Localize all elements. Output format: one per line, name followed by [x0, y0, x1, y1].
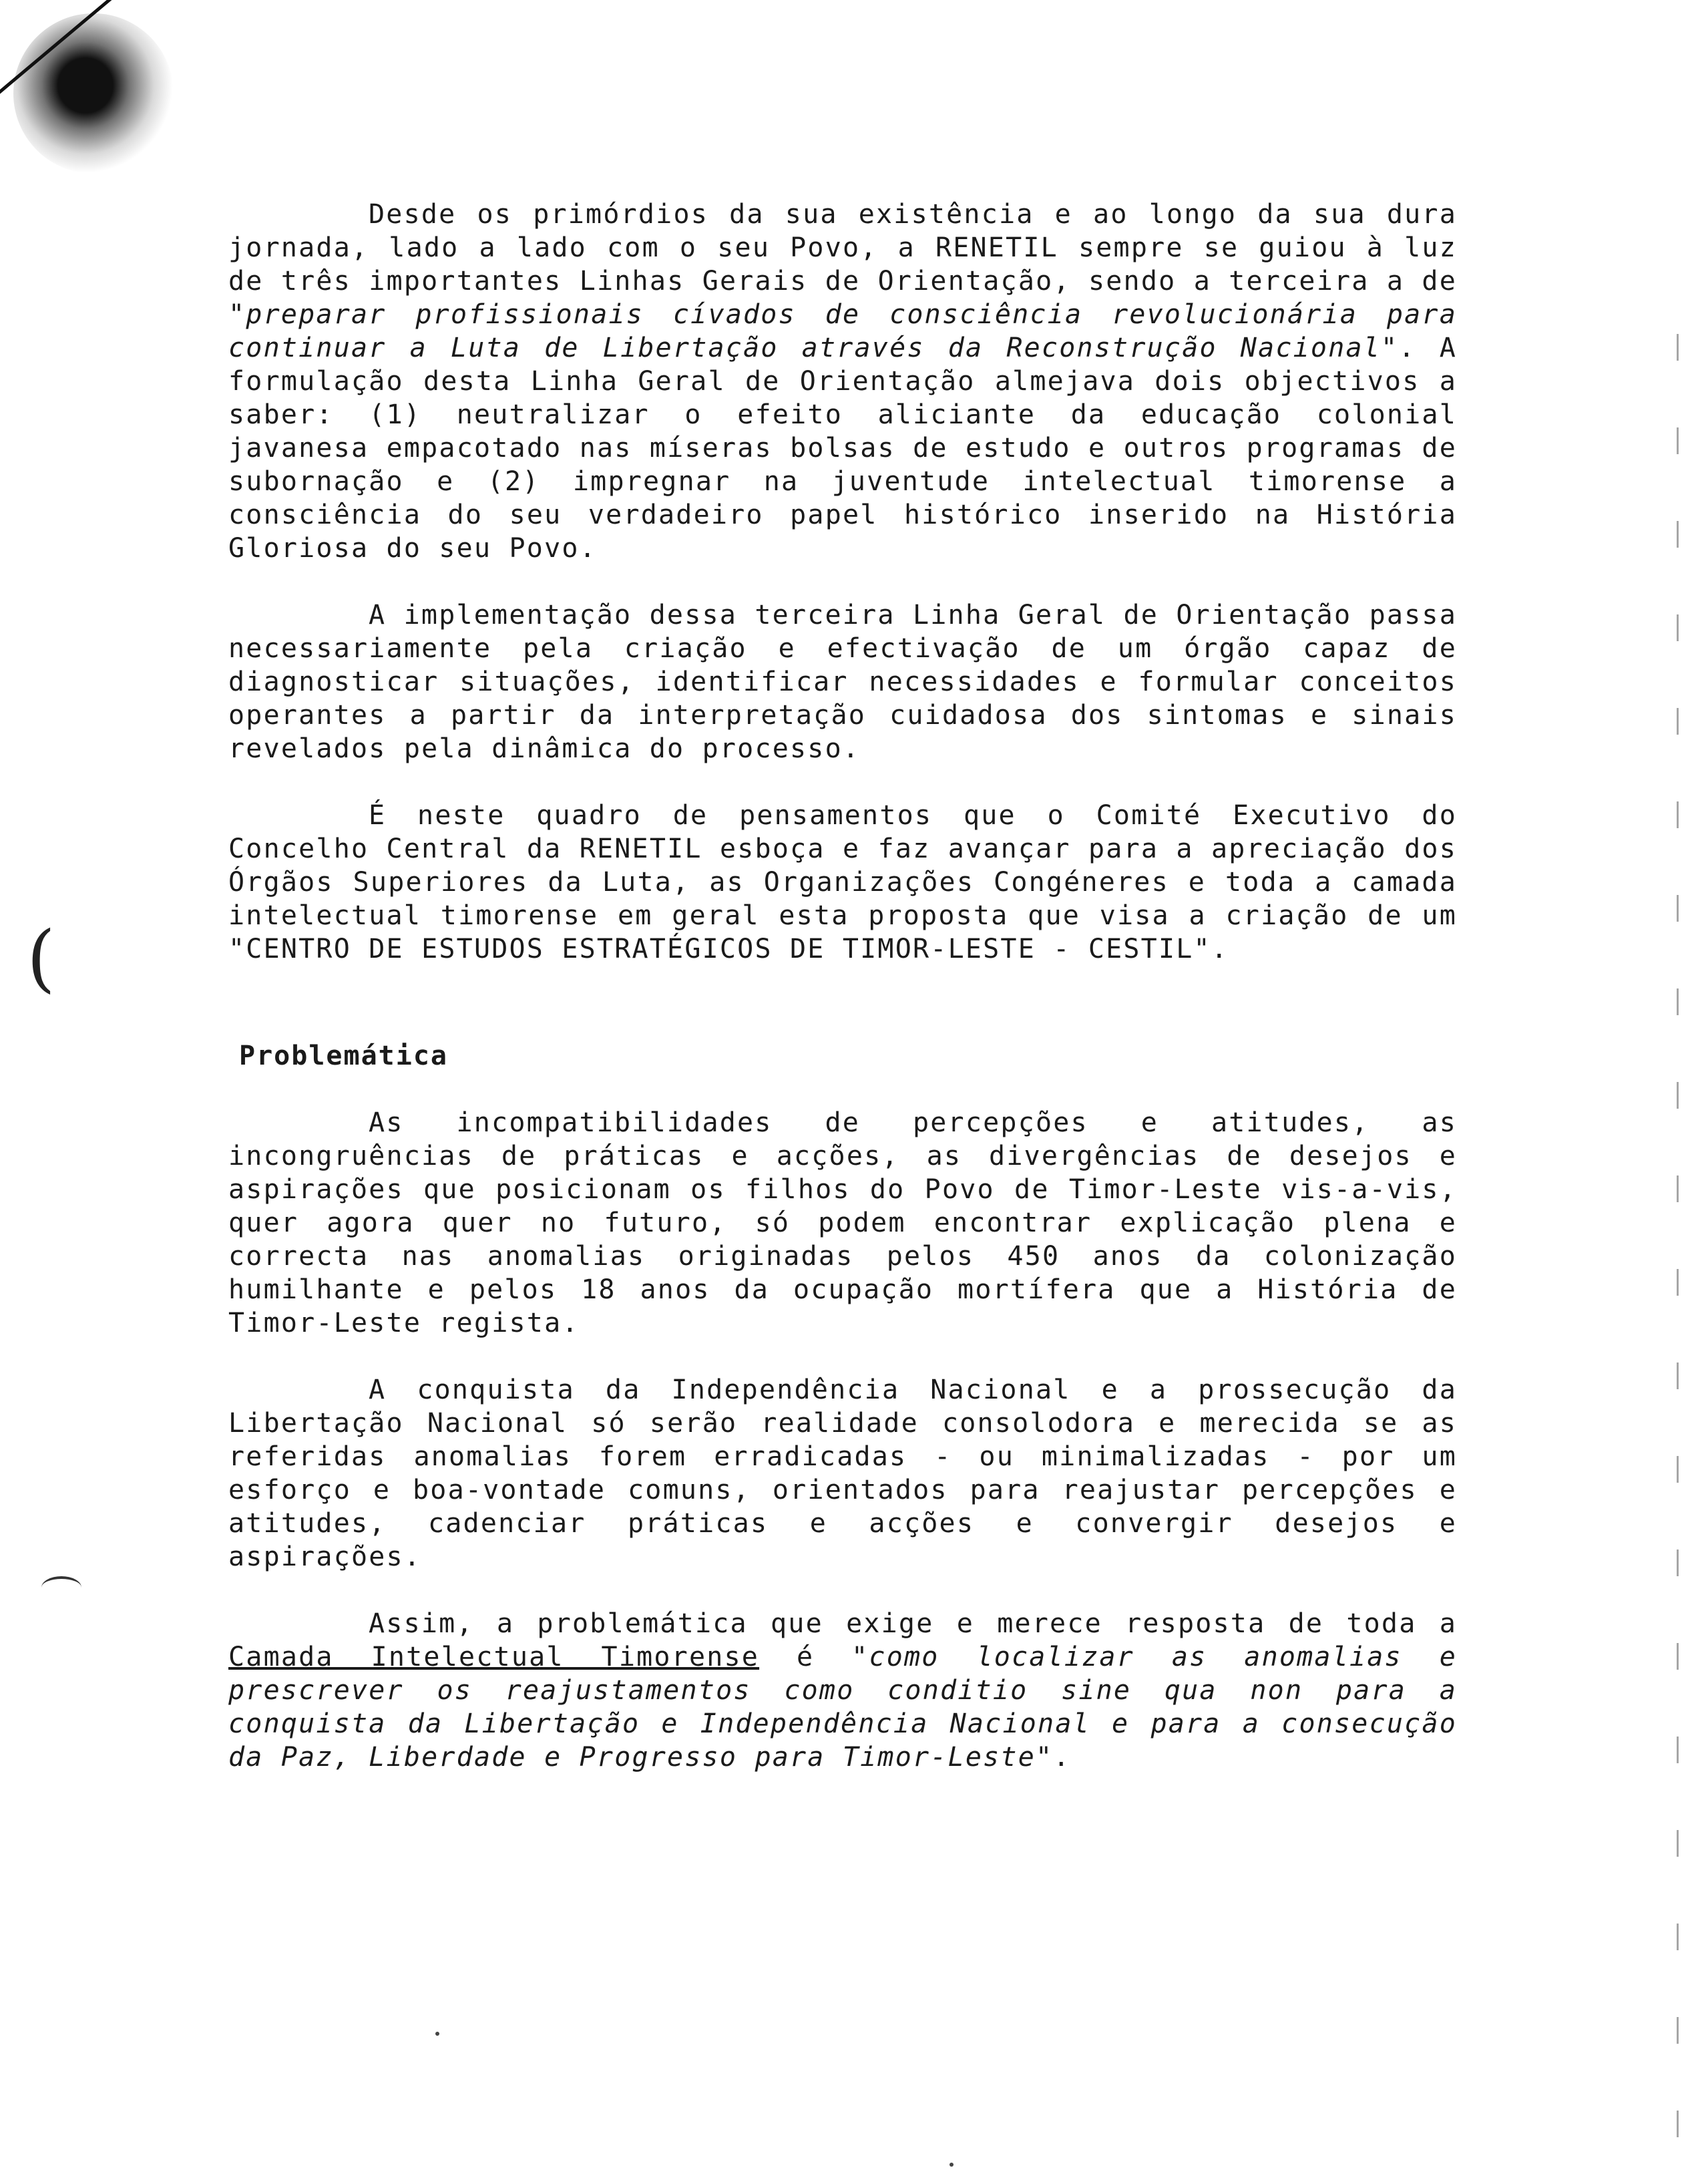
paragraph-text: A implementação dessa terceira Linha Geral de Orientação passa necessariamente pela criação e efectivação de um órgão capaz de diagnosticar situações, identificar necessidades e formular conceitos operantes a partir da interpretação cuidadosa dos sintomas e sinais revelados pela dinâmica do processo. — [228, 600, 1457, 764]
paragraph-implementation — [228, 598, 1457, 765]
quoted-question: "como localizar as anomalias e prescrever os reajustamentos como conditio sine qua non para a conquista da Libertação e Independência Nacional e para a consecução da Paz, Liberdade e Progresso para Timor-Leste" — [228, 1642, 1457, 1773]
paragraph-text: . A formulação desta Linha Geral de Orientação almejava dois objectivos a saber: (1) neutralizar o efeito aliciante da educação colonial javanesa empacotado nas míseras bolsas de estudo e outros programas de subornação e (2) impregnar na juventude intelectual timorense a consciência do seu verdadeiro papel histórico inserido na História Gloriosa do seu Povo. — [228, 333, 1457, 564]
paragraph-text: É neste quadro de pensamentos que o Comité Executivo do Concelho Central da RENETIL esboça e faz avançar para a apreciação dos Órgãos Superiores da Luta, as Organizações Congéneres e toda a camada intelectual timorense em geral esta proposta que visa a criação de um "CENTRO DE ESTUDOS ESTRATÉGICOS DE TIMOR-LESTE - CESTIL". — [228, 800, 1457, 964]
paragraph-text: . — [1053, 1742, 1071, 1773]
document-body — [228, 198, 1457, 1807]
paragraph-text: Desde os primórdios da sua existência e ao longo da sua dura jornada, lado a lado com o seu Povo, a RENETIL sempre se guiou à luz de três importantes Linhas Gerais de Orientação, sendo a terceira a de — [228, 199, 1457, 297]
paragraph-renetil-history — [228, 198, 1457, 565]
paragraph-independence — [228, 1373, 1457, 1574]
underlined-term: Camada Intelectual Timorense — [228, 1642, 760, 1672]
paragraph-text: As incompatibilidades de percepções e atitudes, as incongruências de práticas e acções, as divergências de desejos e aspirações que posicionam os filhos do Povo de Timor-Leste vis-a-vis, quer agora quer no futuro, só podem encontrar explicação plena e correcta nas anomalias originadas pelos 450 anos da colonização humilhante e pelos 18 anos da ocupação mortífera que a História de Timor-Leste regista. — [228, 1107, 1457, 1338]
speck — [435, 2032, 439, 2036]
paragraph-incompatibilities — [228, 1106, 1457, 1340]
paragraph-problematic — [228, 1607, 1457, 1774]
quoted-guideline: "preparar profissionais cívados de consciência revolucionária para continuar a Luta de Libertação através da Reconstrução Nacional" — [228, 299, 1457, 363]
paragraph-proposal — [228, 799, 1457, 966]
paragraph-text: Assim, a problemática que exige e merece resposta de toda a — [369, 1608, 1457, 1639]
speck — [950, 2163, 954, 2167]
paragraph-text: A conquista da Independência Nacional e a prossecução da Libertação Nacional só serão realidade consolodora e merecida se as referidas anomalias forem erradicadas - ou minimalizadas - por um esforço e boa-vontade comuns, orientados para reajustar percepções e atitudes, cadenciar práticas e acções e convergir desejos e aspirações. — [228, 1375, 1457, 1572]
right-edge-shadow — [1677, 334, 1679, 2137]
margin-hole-mark: ( — [27, 915, 55, 1000]
section-heading-text: Problemática — [239, 1041, 448, 1071]
margin-arc-mark — [41, 1576, 81, 1599]
section-heading — [228, 1039, 1457, 1073]
ink-smudge — [13, 13, 174, 174]
paragraph-text: é — [759, 1642, 852, 1672]
